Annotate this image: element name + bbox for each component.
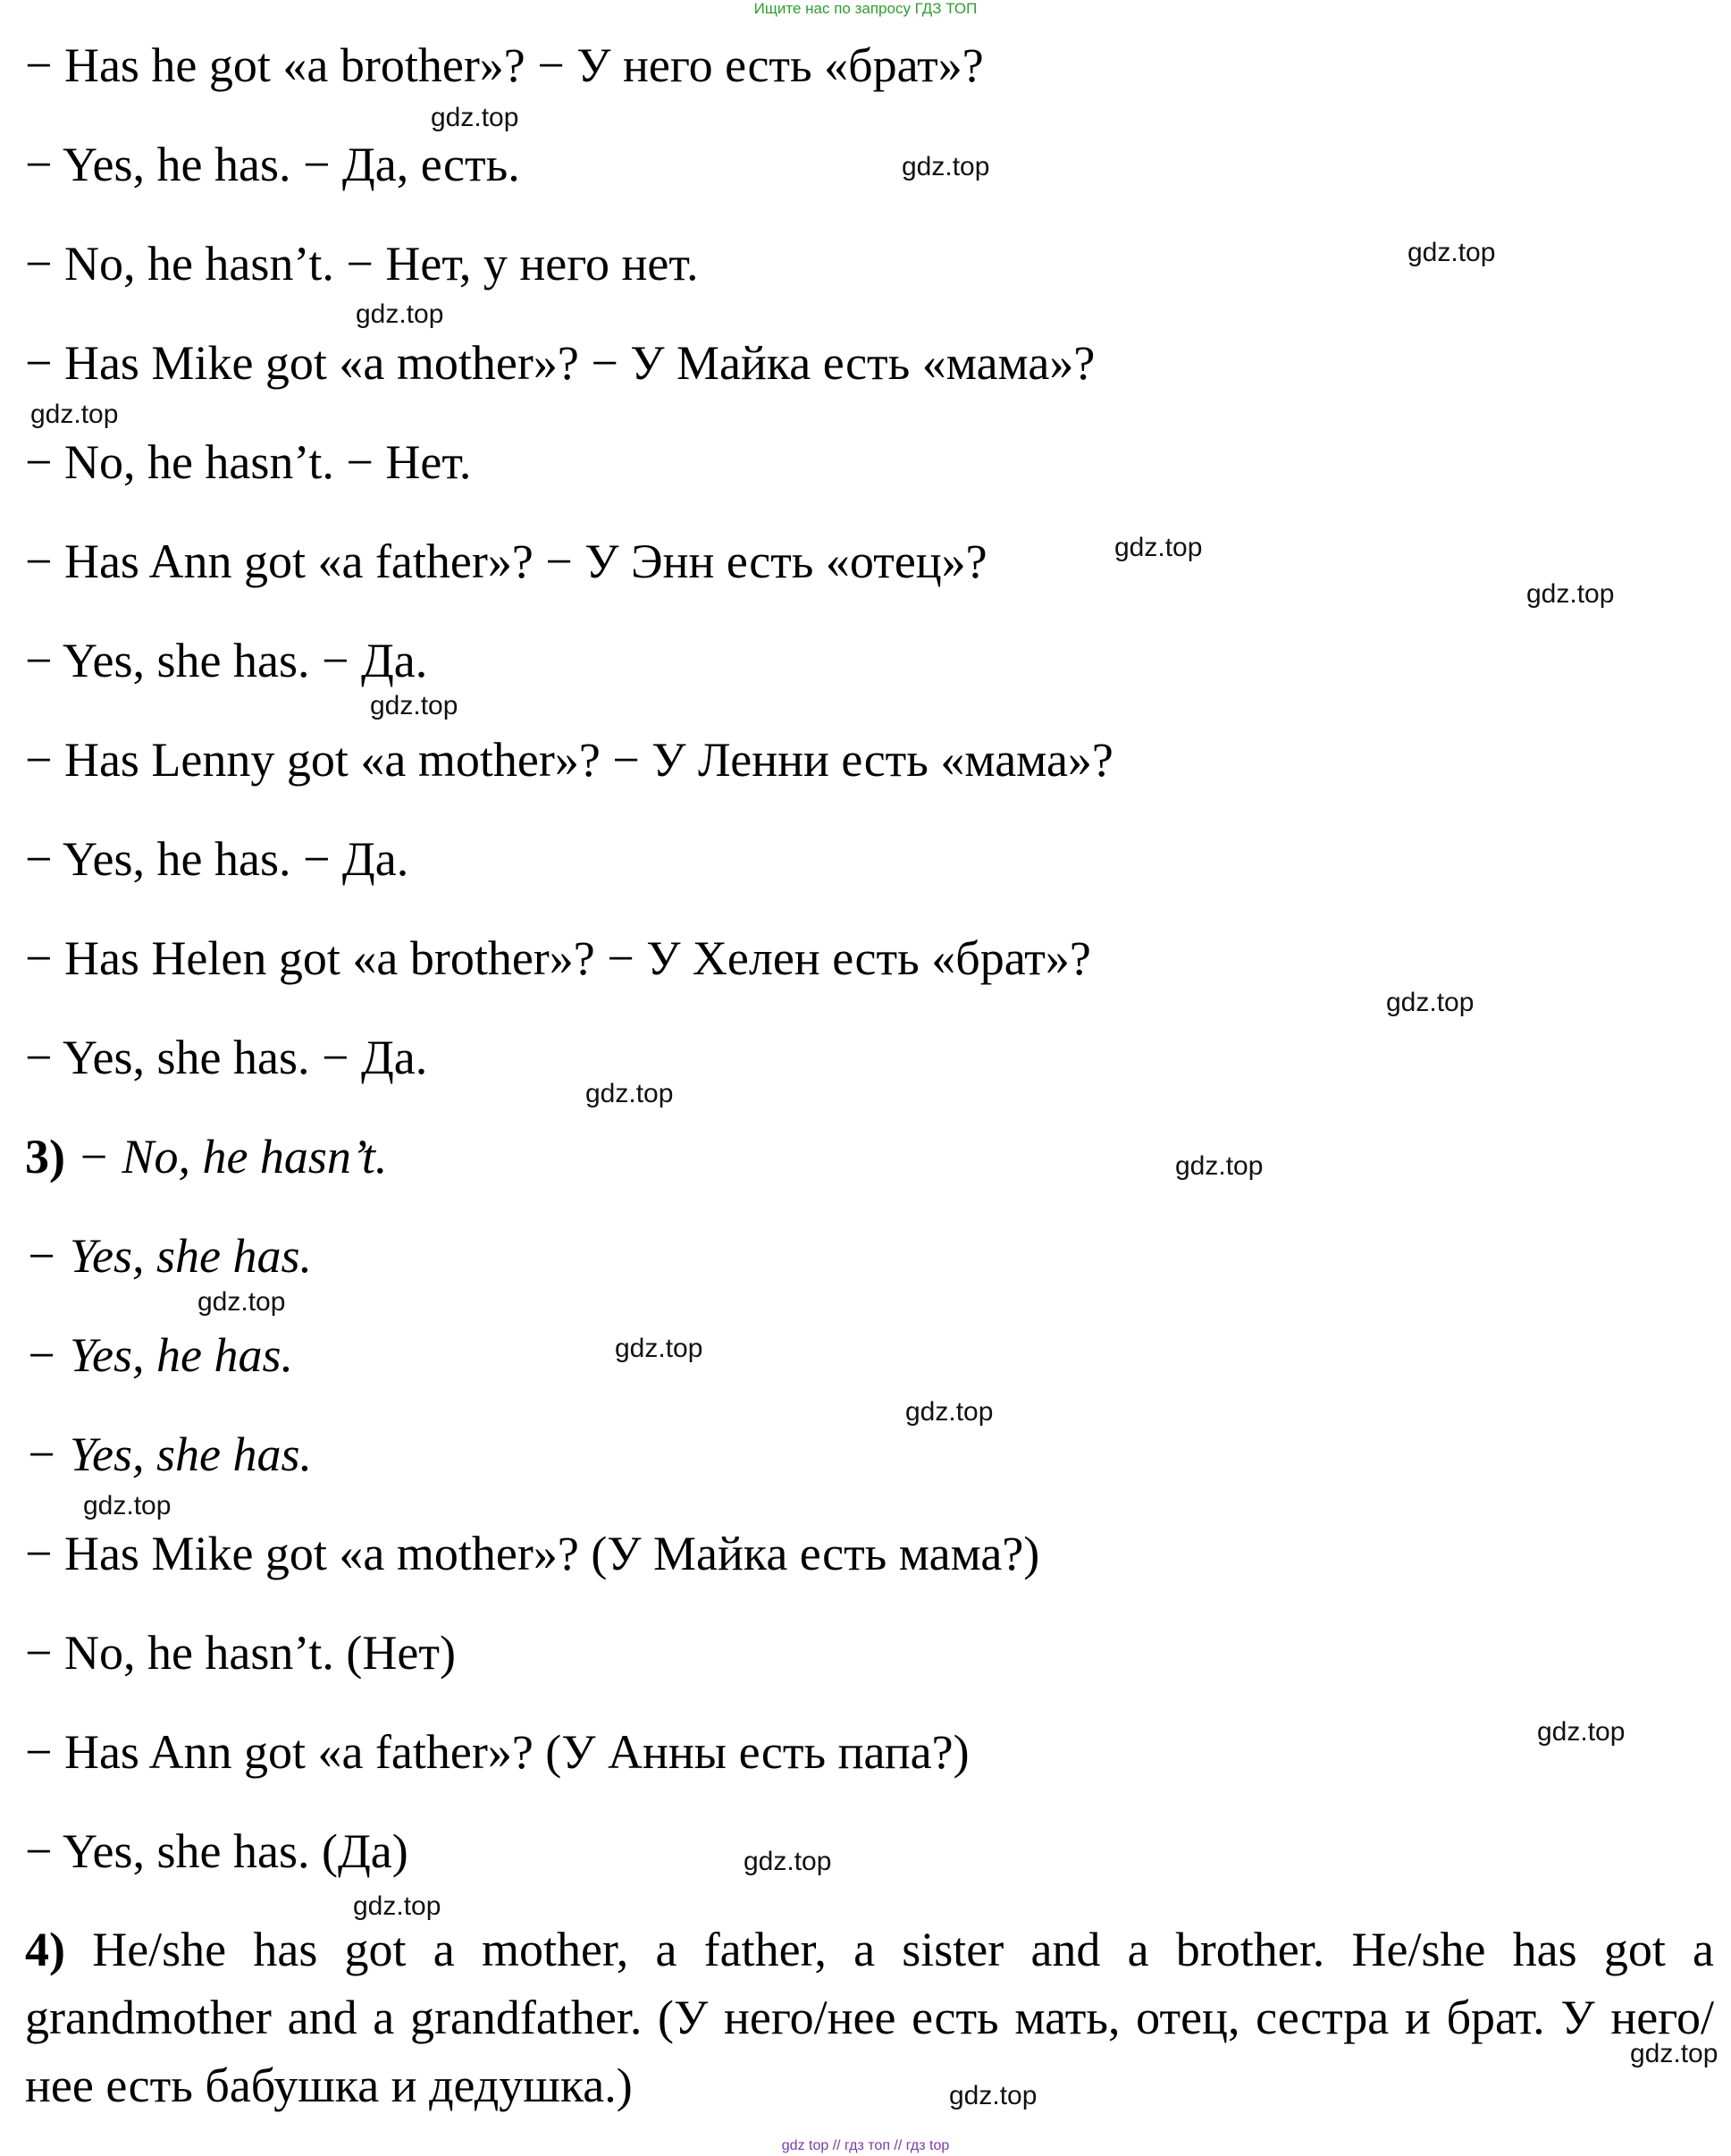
watermark: gdz.top <box>197 1287 286 1317</box>
watermark: gdz.top <box>1114 533 1203 562</box>
footer-note: gdz top // гдз топ // гдз top <box>781 2138 950 2153</box>
dialogue-line: − No, he hasn’t. − Нет. <box>25 435 472 489</box>
section-number: 3) <box>25 1130 65 1183</box>
watermark: gdz.top <box>30 400 119 429</box>
dialogue-line: − Yes, he has. − Да, есть. <box>25 138 520 191</box>
answer-line: − Yes, she has. <box>25 1229 312 1283</box>
header-note: Ищите нас по запросу ГДЗ ТОП <box>753 0 978 17</box>
watermark: gdz.top <box>370 691 458 720</box>
dialogue-line: − Has Ann got «a father»? − У Энн есть «отец»? <box>25 535 987 588</box>
dialogue-line: − Has Lenny got «a mother»? − У Ленни есть «мама»? <box>25 733 1113 787</box>
section-4-paragraph <box>25 1916 1714 2119</box>
dialogue-line: − Yes, she has. − Да. <box>25 634 428 687</box>
watermark: gdz.top <box>902 152 990 181</box>
dialogue-line: − Yes, she has. − Да. <box>25 1031 428 1084</box>
watermark: gdz.top <box>1386 988 1475 1017</box>
dialogue-line: − Has Mike got «a mother»? (У Майка есть мама?) <box>25 1527 1040 1580</box>
watermark: gdz.top <box>356 299 444 329</box>
dialogue-line: − Has Ann got «a father»? (У Анны есть папа?) <box>25 1725 970 1779</box>
watermark: gdz.top <box>1175 1151 1264 1181</box>
answer-line: − Yes, she has. <box>25 1428 312 1481</box>
dialogue-line: − Yes, he has. − Да. <box>25 832 409 886</box>
answer-line: − No, he hasn’t. <box>77 1130 388 1183</box>
section-3-first-line <box>25 1130 388 1183</box>
watermark: gdz.top <box>1630 2039 1718 2068</box>
watermark: gdz.top <box>431 103 519 132</box>
answer-line: − Yes, he has. <box>25 1328 293 1382</box>
watermark: gdz.top <box>905 1397 994 1427</box>
watermark: gdz.top <box>1526 579 1615 609</box>
watermark: gdz.top <box>1537 1717 1626 1747</box>
dialogue-line: − Has he got «a brother»? − У него есть «брат»? <box>25 38 984 92</box>
dialogue-line: − No, he hasn’t. (Нет) <box>25 1626 456 1680</box>
dialogue-line: − Has Mike got «a mother»? − У Майка есть «мама»? <box>25 336 1096 390</box>
watermark: gdz.top <box>744 1847 832 1876</box>
dialogue-line: − Has Helen got «a brother»? − У Хелен есть «брат»? <box>25 931 1091 985</box>
watermark: gdz.top <box>83 1491 172 1520</box>
section-number: 4) <box>25 1923 65 1976</box>
dialogue-line: − No, he hasn’t. − Нет, у него нет. <box>25 237 699 291</box>
watermark: gdz.top <box>615 1334 703 1363</box>
watermark: gdz.top <box>585 1079 674 1108</box>
section-4-text: He/she has got a mother, a father, a sister and a brother. He/she has got a grandmother and a grandfather. (У него/нее есть мать, отец, сестра и брат. У него/нее есть бабушка и дедушка.) <box>25 1923 1715 2112</box>
watermark: gdz.top <box>1407 238 1496 267</box>
watermark: gdz.top <box>949 2081 1038 2110</box>
watermark: gdz.top <box>353 1891 441 1921</box>
dialogue-line: − Yes, she has. (Да) <box>25 1824 408 1878</box>
